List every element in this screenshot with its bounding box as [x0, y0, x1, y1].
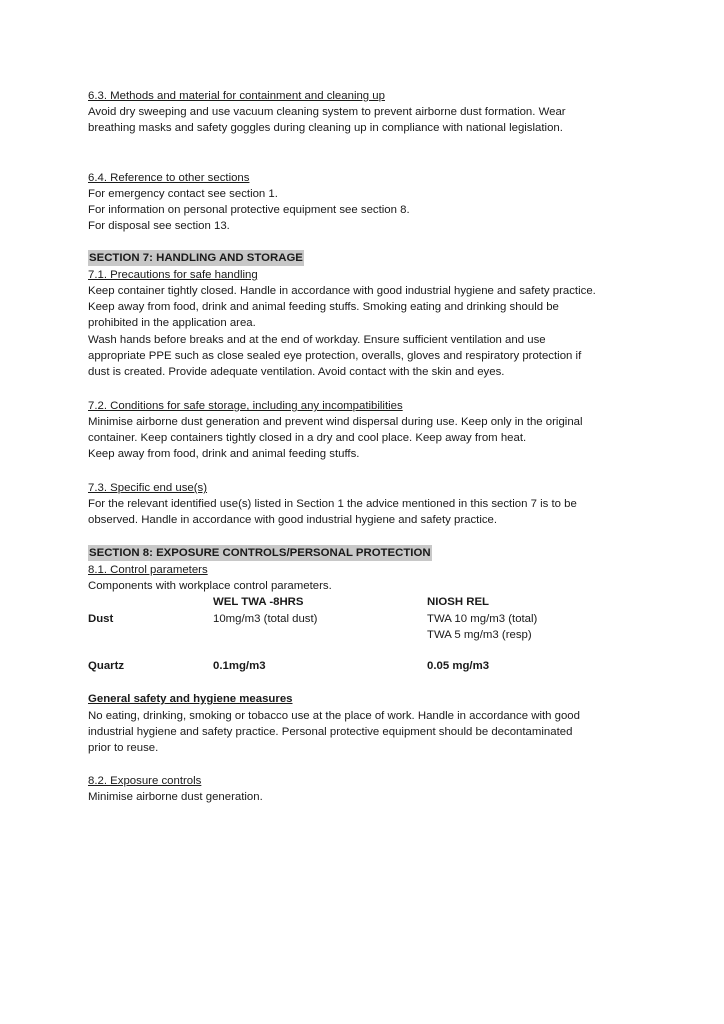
text-line: For information on personal protective equipment see section 8. [88, 204, 410, 217]
section-8-title: SECTION 8: EXPOSURE CONTROLS/PERSONAL PROTECTION [88, 545, 432, 561]
text-line: For disposal see section 13. [88, 220, 230, 233]
heading-6-3: 6.3. Methods and material for containment and cleaning up [88, 90, 385, 102]
text-line: breathing masks and safety goggles during cleaning up in compliance with national legislation. [88, 122, 563, 135]
section-7-title: SECTION 7: HANDLING AND STORAGE [88, 250, 304, 266]
section-8-title-row [88, 545, 648, 561]
row-label-dust: Dust [88, 613, 114, 625]
text-line: Minimise airborne dust generation and prevent wind dispersal during use. Keep only in the original [88, 416, 583, 428]
column-header-wel: WEL TWA -8HRS [213, 596, 304, 608]
text-line: appropriate PPE such as close sealed eye protection, overalls, gloves and respiratory protection if [88, 349, 582, 362]
text-line: prior to reuse. [88, 742, 159, 755]
control-parameters-intro: Components with workplace control parameters. [88, 580, 332, 592]
heading-general-safety: General safety and hygiene measures [88, 693, 293, 705]
paragraph-7-1 [88, 283, 648, 380]
paragraph-general-safety [88, 708, 648, 757]
text-line: dust is created. Provide adequate ventilation. Avoid contact with the skin and eyes. [88, 366, 505, 379]
text-line: Wash hands before breaks and at the end of workday. Ensure sufficient ventilation and use [88, 333, 546, 346]
paragraph-6-4 [88, 186, 648, 235]
paragraph-7-3 [88, 496, 648, 528]
heading-7-1: 7.1. Precautions for safe handling [88, 269, 258, 281]
paragraph-8-2: Minimise airborne dust generation. [88, 791, 263, 803]
cell-dust-wel: 10mg/m3 (total dust) [213, 613, 318, 625]
text-line: container. Keep containers tightly closed in a dry and cool place. Keep away from heat. [88, 432, 527, 445]
text-line: Keep container tightly closed. Handle in accordance with good industrial hygiene and safety practice. [88, 285, 596, 297]
heading-6-4: 6.4. Reference to other sections [88, 172, 250, 184]
text-line: Avoid dry sweeping and use vacuum cleaning system to prevent airborne dust formation. Wear [88, 106, 566, 118]
heading-8-1: 8.1. Control parameters [88, 564, 208, 576]
paragraph-7-2 [88, 414, 648, 463]
text-line: Keep away from food, drink and animal feeding stuffs. Smoking eating and drinking should be [88, 301, 559, 314]
heading-7-2: 7.2. Conditions for safe storage, including any incompatibilities [88, 400, 403, 412]
text-line: For the relevant identified use(s) listed in Section 1 the advice mentioned in this section 7 is to be [88, 498, 577, 510]
text-line: industrial hygiene and safety practice. Personal protective equipment should be decontaminated [88, 726, 573, 739]
section-7-title-row [88, 250, 648, 266]
text-line: No eating, drinking, smoking or tobacco use at the place of work. Handle in accordance with good [88, 710, 580, 722]
heading-8-2: 8.2. Exposure controls [88, 775, 202, 787]
text-line: observed. Handle in accordance with good industrial hygiene and safety practice. [88, 514, 498, 527]
text-line: For emergency contact see section 1. [88, 188, 278, 200]
cell-quartz-wel: 0.1mg/m3 [213, 660, 266, 672]
paragraph-6-3 [88, 104, 648, 136]
text-line: prohibited in the application area. [88, 317, 256, 330]
text-line: TWA 10 mg/m3 (total) [427, 613, 538, 625]
column-header-niosh: NIOSH REL [427, 596, 490, 608]
heading-7-3: 7.3. Specific end use(s) [88, 482, 208, 494]
text-line: TWA 5 mg/m3 (resp) [427, 629, 532, 642]
cell-dust-niosh [427, 611, 537, 643]
text-line: Keep away from food, drink and animal feeding stuffs. [88, 448, 360, 461]
cell-quartz-niosh: 0.05 mg/m3 [427, 660, 490, 672]
row-label-quartz: Quartz [88, 660, 125, 672]
